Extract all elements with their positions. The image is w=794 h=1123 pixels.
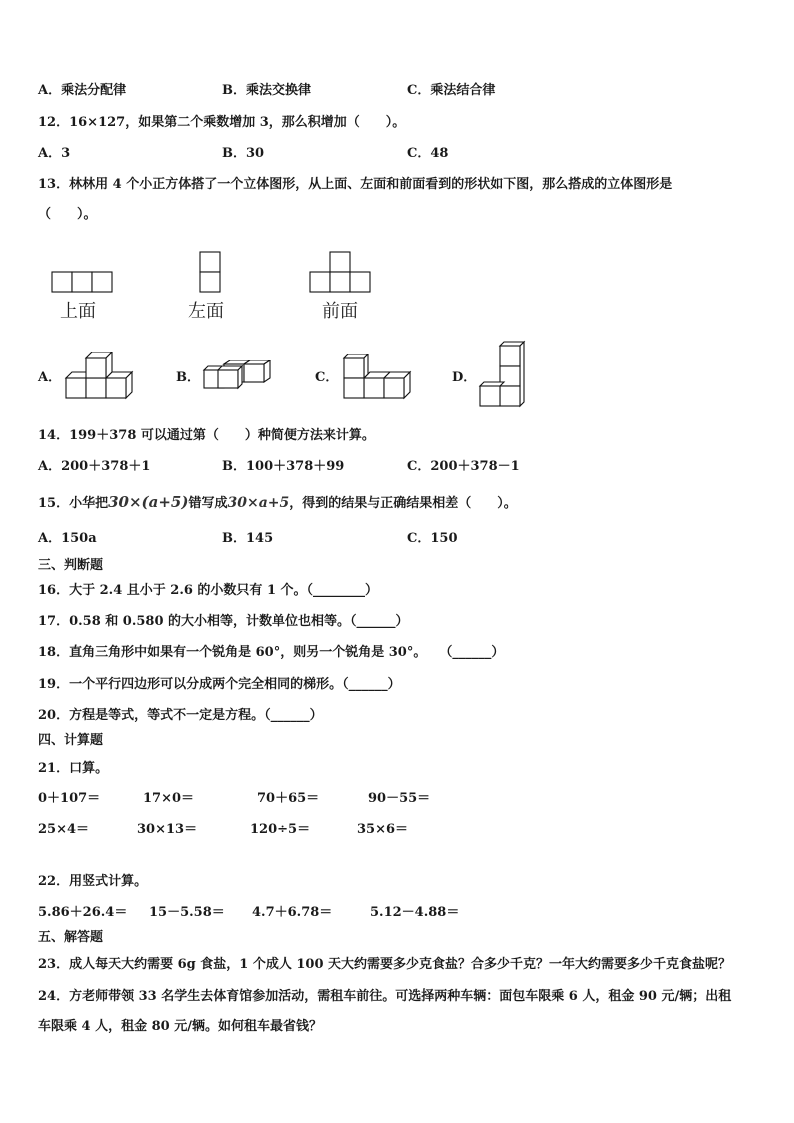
choice-a-figure[interactable] <box>62 352 138 402</box>
question-24-line2: 车限乘 4 人，租金 80 元/辆。如何租车最省钱？ <box>38 1019 322 1034</box>
expression-wrong: 30×a+5 <box>227 495 290 511</box>
question-24-line1: 24．方老师带领 33 名学生去体育馆参加活动，需租车前往。可选择两种车辆：面包车限乘 6 人，租金 90 元/辆；出租 <box>38 989 732 1004</box>
option-a[interactable]: A．150a <box>38 531 97 546</box>
left-view-label: 左面 <box>188 301 224 322</box>
choice-d-label[interactable]: D． <box>452 370 477 385</box>
oral-calc-item[interactable]: 0＋107＝ <box>38 791 101 806</box>
judge-item-16[interactable]: 16．大于 2.4 且小于 2.6 的小数只有 1 个。（________） <box>38 583 379 598</box>
judge-item-19[interactable]: 19．一个平行四边形可以分成两个完全相同的梯形。（______） <box>38 677 401 692</box>
section-heading-word-problems: 五、解答题 <box>38 930 104 945</box>
front-view-label: 前面 <box>322 301 358 322</box>
question-22-title: 22．用竖式计算。 <box>38 874 148 889</box>
option-a[interactable]: A．乘法分配律 <box>38 83 127 98</box>
oral-calc-item[interactable]: 17×0＝ <box>143 791 195 806</box>
option-c[interactable]: C．乘法结合律 <box>407 83 496 98</box>
choice-c-figure[interactable] <box>340 354 414 402</box>
oral-calc-item[interactable]: 90－55＝ <box>368 791 431 806</box>
left-view-shape <box>200 252 220 292</box>
question-15-stem <box>38 494 517 512</box>
oral-calc-item[interactable]: 120÷5＝ <box>250 822 311 837</box>
question-12-stem: 12．16×127，如果第二个乘数增加 3，那么积增加（ ）。 <box>38 115 406 130</box>
question-23: 23．成人每天大约需要 6g 食盐，1 个成人 100 天大约需要多少克食盐？合多少千克？一年大约需要多少千克食盐呢？ <box>38 957 732 972</box>
choice-a-label[interactable]: A． <box>38 370 62 385</box>
stem-part: 错写成 <box>188 496 228 511</box>
top-view-label: 上面 <box>60 301 96 322</box>
option-b[interactable]: B．145 <box>222 531 274 546</box>
section-heading-judgement: 三、判断题 <box>38 558 104 573</box>
question-13-stem: 13．林林用 4 个小正方体搭了一个立体图形，从上面、左面和前面看到的形状如下图，那么搭成的立体图形是 <box>38 177 673 192</box>
stem-part: ，得到的结果与正确结果相差（ ）。 <box>289 496 517 511</box>
top-view-shape <box>52 272 112 292</box>
choice-d-figure[interactable] <box>478 340 528 408</box>
choice-b-figure[interactable] <box>200 360 272 392</box>
column-calc-item[interactable]: 15－5.58＝ <box>149 905 225 920</box>
option-a[interactable]: A．3 <box>38 146 71 161</box>
oral-calc-item[interactable]: 25×4＝ <box>38 822 90 837</box>
oral-calc-item[interactable]: 30×13＝ <box>137 822 198 837</box>
column-calc-item[interactable]: 5.86＋26.4＝ <box>38 905 128 920</box>
option-b[interactable]: B．100＋378＋99 <box>222 459 345 474</box>
question-13-stem-cont: （ ）。 <box>38 207 97 222</box>
oral-calc-item[interactable]: 35×6＝ <box>357 822 409 837</box>
expression-correct: 30×(a+5) <box>108 493 189 511</box>
option-c[interactable]: C．150 <box>407 531 458 546</box>
option-b[interactable]: B．30 <box>222 146 265 161</box>
column-calc-item[interactable]: 4.7＋6.78＝ <box>252 905 333 920</box>
option-c[interactable]: C．48 <box>407 146 449 161</box>
judge-item-20[interactable]: 20．方程是等式，等式不一定是方程。（______） <box>38 708 323 723</box>
judge-item-18[interactable]: 18．直角三角形中如果有一个锐角是 60°，则另一个锐角是 30°。 （______） <box>38 645 505 660</box>
three-views-figure <box>48 246 378 298</box>
option-a[interactable]: A．200＋378＋1 <box>38 459 151 474</box>
oral-calc-item[interactable]: 70＋65＝ <box>257 791 320 806</box>
judge-item-17[interactable]: 17．0.58 和 0.580 的大小相等，计数单位也相等。（______） <box>38 614 409 629</box>
question-21-title: 21．口算。 <box>38 761 109 776</box>
option-c[interactable]: C．200＋378－1 <box>407 459 520 474</box>
column-calc-item[interactable]: 5.12－4.88＝ <box>370 905 460 920</box>
choice-c-label[interactable]: C． <box>315 370 339 385</box>
choice-b-label[interactable]: B． <box>176 370 200 385</box>
option-b[interactable]: B．乘法交换律 <box>222 83 311 98</box>
front-view-shape <box>310 252 370 292</box>
question-14-stem: 14．199＋378 可以通过第（ ）种简便方法来计算。 <box>38 428 375 443</box>
stem-part: 15．小华把 <box>38 496 109 511</box>
section-heading-calculation: 四、计算题 <box>38 733 104 748</box>
